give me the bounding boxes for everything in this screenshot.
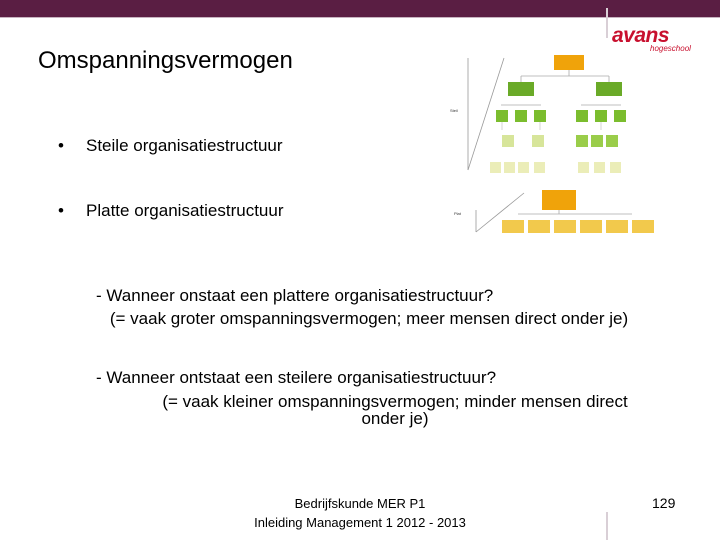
slide-title: Omspanningsvermogen: [38, 47, 293, 74]
footer: [240, 494, 480, 532]
vertical-rule-top: [606, 8, 608, 38]
bullet-dot: •: [58, 136, 64, 155]
answer-flat: (= vaak groter omspanningsvermogen; meer mensen direct onder je): [109, 309, 629, 328]
org-box: [532, 135, 544, 147]
org-box: [594, 162, 605, 173]
org-box: [518, 162, 529, 173]
org-box: [580, 220, 602, 233]
org-box: [542, 190, 576, 210]
org-box: [554, 220, 576, 233]
org-box: [576, 135, 588, 147]
org-box: [554, 55, 584, 70]
answer-steep: (= vaak kleiner omspanningsvermogen; minder mensen direct onder je): [162, 392, 628, 428]
org-box: [576, 110, 588, 122]
org-box: [606, 220, 628, 233]
org-box: [591, 135, 603, 147]
org-box: [515, 110, 527, 122]
org-box: [632, 220, 654, 233]
org-box: [502, 220, 524, 233]
steep-label: Steil: [450, 108, 458, 113]
logo-word: avans: [612, 24, 670, 47]
org-box: [504, 162, 515, 173]
steep-axis: [450, 58, 504, 170]
org-box: [595, 110, 607, 122]
steep-org-chart: [490, 55, 626, 173]
bullet-dot: •: [58, 201, 64, 220]
top-divider: [0, 17, 720, 18]
question-flat: - Wanneer onstaat een plattere organisatiestructuur?: [96, 286, 494, 305]
org-box: [502, 135, 514, 147]
question-steep: - Wanneer ontstaat een steilere organisatiestructuur?: [96, 368, 497, 387]
org-box: [490, 162, 501, 173]
top-bar: [0, 0, 720, 17]
flat-org-chart: [502, 190, 654, 233]
org-box: [610, 162, 621, 173]
footer-module: Inleiding Management 1 2012 - 2013: [254, 515, 466, 530]
flat-label: Plat: [454, 211, 461, 216]
vertical-rule-bottom: [606, 512, 608, 540]
org-box: [508, 82, 534, 96]
org-box: [534, 110, 546, 122]
org-box: [614, 110, 626, 122]
org-structure-diagram: [446, 50, 656, 240]
org-box: [534, 162, 545, 173]
bullet-steep: [58, 136, 283, 156]
bullet-flat: [58, 201, 284, 221]
org-box: [496, 110, 508, 122]
org-box: [578, 162, 589, 173]
logo-subtitle: hogeschool: [650, 44, 691, 53]
bullet-text: Platte organisatiestructuur: [86, 201, 284, 220]
page-number: 129: [652, 495, 676, 511]
org-box: [528, 220, 550, 233]
bullet-text: Steile organisatiestructuur: [86, 136, 283, 155]
org-box: [606, 135, 618, 147]
footer-course: Bedrijfskunde MER P1: [294, 496, 426, 511]
org-box: [596, 82, 622, 96]
